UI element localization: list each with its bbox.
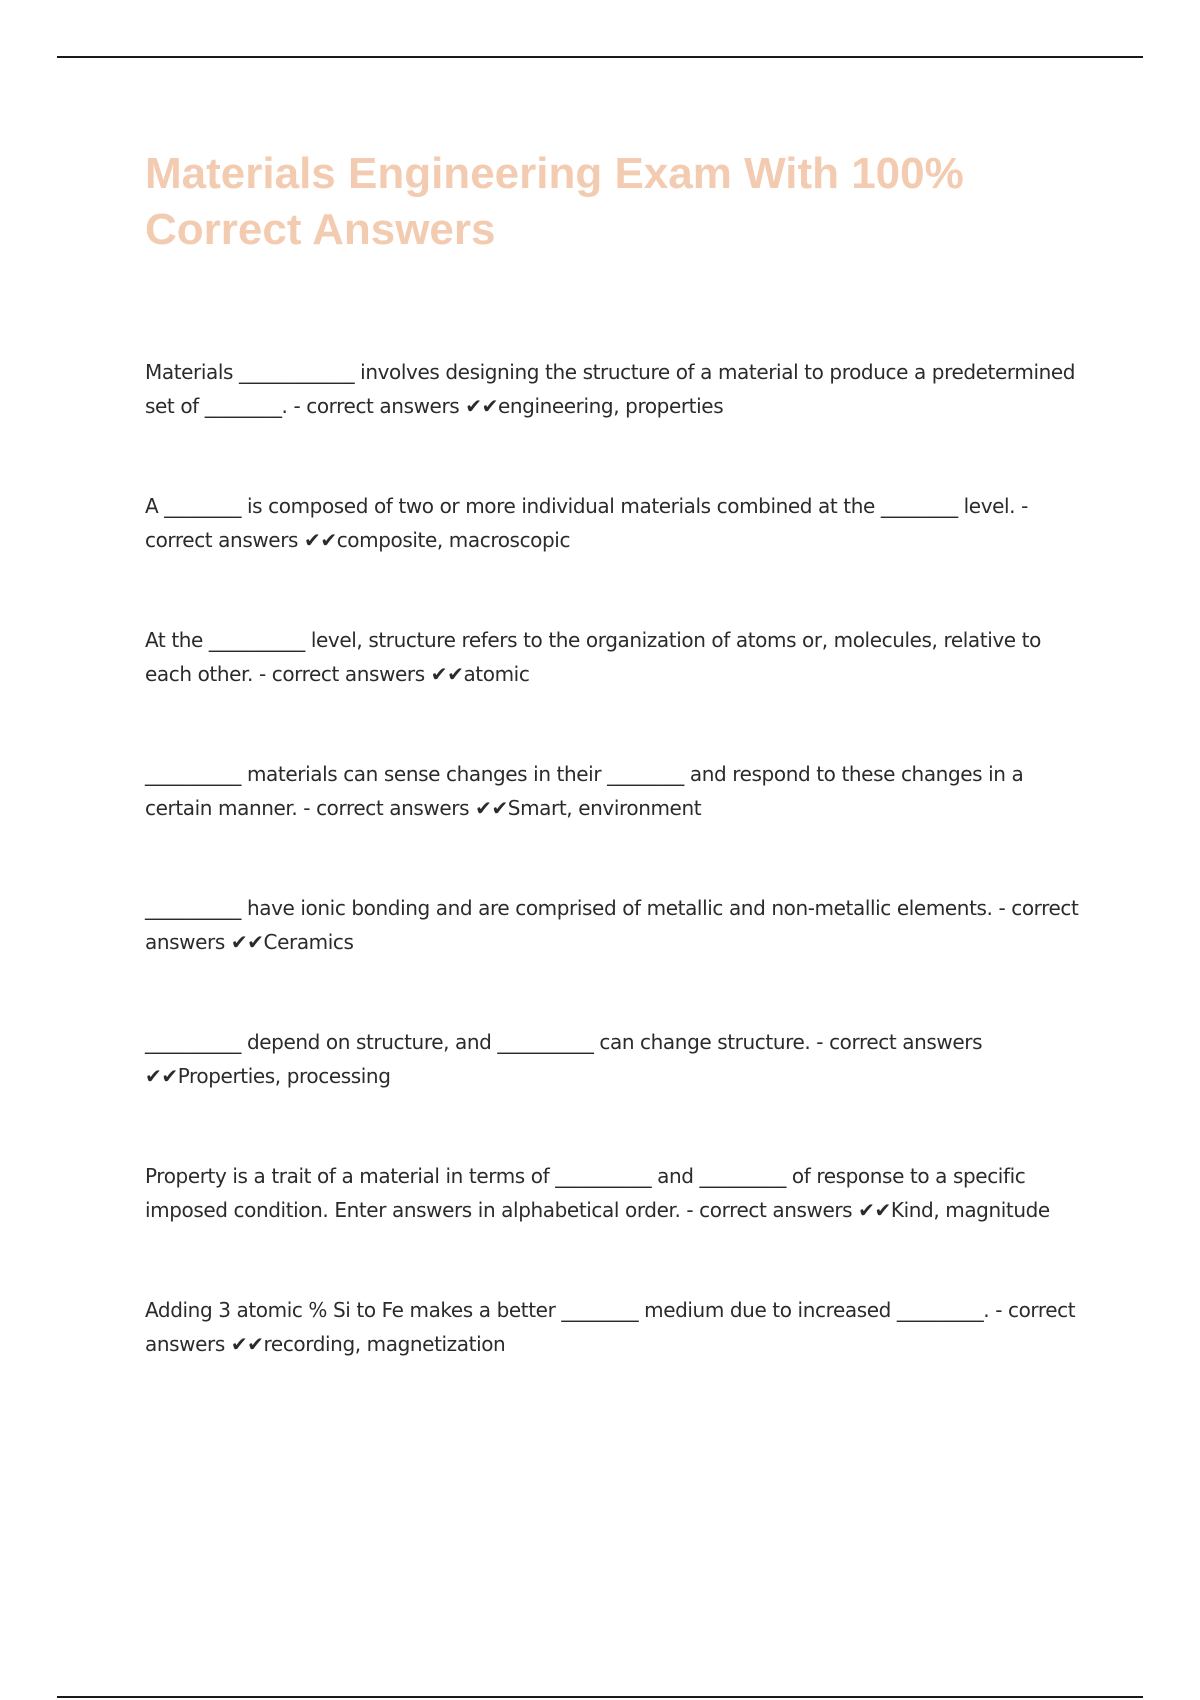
question-4: __________ materials can sense changes in their ________ and respond to these changes in a certain manner. - correct answers ✔✔Smart, environment (145, 762, 1030, 820)
question-3: At the __________ level, structure refers to the organization of atoms or, molecules, relative to each other. - correct answers ✔✔atomic (145, 628, 1047, 686)
bottom-divider (57, 1696, 1143, 1698)
question-6: __________ depend on structure, and __________ can change structure. - correct answers ✔✔Properties, processing (145, 1030, 989, 1088)
document-title: Materials Engineering Exam With 100% Correct Answers (145, 149, 964, 254)
question-list (145, 355, 1090, 1361)
question-8: Adding 3 atomic % Si to Fe makes a better ________ medium due to increased _________. - correct answers ✔✔recording, magnetization (145, 1298, 1082, 1356)
top-divider (57, 56, 1143, 58)
question-5: __________ have ionic bonding and are comprised of metallic and non-metallic elements. - correct answers ✔✔Ceramics (145, 896, 1085, 954)
question-1: Materials ____________ involves designing the structure of a material to produce a predetermined set of ________. - correct answers ✔✔engineering, properties (145, 360, 1082, 418)
question-7: Property is a trait of a material in terms of __________ and _________ of response to a specific imposed condition. Enter answers in alphabetical order. - correct answers ✔✔Kind, magnitude (145, 1164, 1050, 1222)
question-2: A ________ is composed of two or more individual materials combined at the ________ level. - correct answers ✔✔composite, macroscopic (145, 494, 1034, 552)
